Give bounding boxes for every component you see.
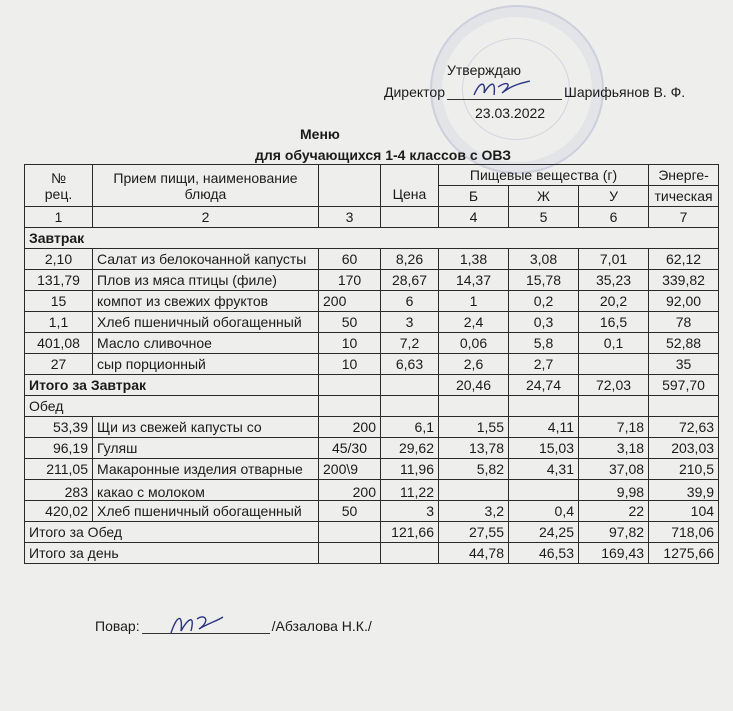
price: 11,22 [381,480,439,501]
empty-cell [381,375,439,396]
empty-cell [319,375,381,396]
recipe-number: 283 [25,480,93,501]
protein: 44,78 [439,543,509,564]
day-total-row [25,543,719,564]
header-cell [319,165,381,207]
carbs: 20,2 [579,291,649,312]
carbs: 22 [579,501,649,522]
price: 29,62 [381,438,439,459]
header-cell: Прием пищи, наименование блюда [93,165,319,207]
table-row [25,270,719,291]
portion: 200 [319,417,381,438]
portion: 60 [319,249,381,270]
empty-cell [381,396,439,417]
portion: 45/30 [319,438,381,459]
portion: 50 [319,312,381,333]
dish-name: Салат из белокочанной капусты [93,249,319,270]
header-cell: Ж [509,186,579,207]
recipe-number: 53,39 [25,417,93,438]
empty-cell [439,396,509,417]
header-cell: тическая [649,186,719,207]
dish-name: Плов из мяса птицы (филе) [93,270,319,291]
price: 121,66 [381,522,439,543]
director-name: Шарифьянов В. Ф. [563,84,686,100]
fat: 5,8 [509,333,579,354]
table-header-row [25,165,719,186]
recipe-number: 96,19 [25,438,93,459]
price: 28,67 [381,270,439,291]
carbs: 169,43 [579,543,649,564]
director-signature-line [447,85,562,100]
carbs: 0,1 [579,333,649,354]
portion: 170 [319,270,381,291]
carbs: 16,5 [579,312,649,333]
header-cell: Цена [381,165,439,207]
fat: 24,25 [509,522,579,543]
energy: 718,06 [649,522,719,543]
header-cell: Энерге- [649,165,719,186]
energy: 78 [649,312,719,333]
energy: 72,63 [649,417,719,438]
lunch-total-row [25,522,719,543]
carbs: 35,23 [579,270,649,291]
dish-name: какао с молоком [93,480,319,501]
total-label: Итого за Завтрак [25,375,319,396]
index-cell: 2 [93,207,319,228]
portion: 10 [319,333,381,354]
dish-name: Щи из свежей капусты со [93,417,319,438]
index-cell: 7 [649,207,719,228]
portion: 200 [319,480,381,501]
energy: 39,9 [649,480,719,501]
section-row-breakfast [25,228,719,249]
dish-name: Масло сливочное [93,333,319,354]
protein: 0,06 [439,333,509,354]
empty-cell [319,522,381,543]
energy: 62,12 [649,249,719,270]
page-title: Меню [300,126,340,142]
price: 3 [381,312,439,333]
recipe-number: 211,05 [25,459,93,480]
table-row [25,480,719,501]
header-cell: Б [439,186,509,207]
total-label: Итого за день [25,543,319,564]
empty-cell [509,396,579,417]
protein: 2,4 [439,312,509,333]
fat: 24,74 [509,375,579,396]
cook-signature-line [142,619,270,634]
approval-date: 23.03.2022 [475,105,546,121]
empty-cell [649,396,719,417]
price: 6,63 [381,354,439,375]
empty-cell [579,396,649,417]
portion: 200\9 [319,459,381,480]
dish-name: Хлеб пшеничный обогащенный [93,312,319,333]
energy: 92,00 [649,291,719,312]
fat: 15,78 [509,270,579,291]
recipe-number: 131,79 [25,270,93,291]
header-cell: У [579,186,649,207]
energy: 210,5 [649,459,719,480]
energy: 339,82 [649,270,719,291]
carbs: 9,98 [579,480,649,501]
header-cell: Пищевые вещества (г) [439,165,649,186]
protein: 1,55 [439,417,509,438]
recipe-number: 1,1 [25,312,93,333]
table-index-row [25,207,719,228]
carbs: 3,18 [579,438,649,459]
fat: 4,11 [509,417,579,438]
dish-name: сыр порционный [93,354,319,375]
header-cell: № рец. [25,165,93,207]
table-row [25,291,719,312]
director-label: Директор [384,84,445,100]
protein: 1,38 [439,249,509,270]
index-cell [381,207,439,228]
energy: 1275,66 [649,543,719,564]
cook-label: Повар: [95,618,140,634]
carbs: 72,03 [579,375,649,396]
index-cell: 4 [439,207,509,228]
empty-cell [319,396,381,417]
table-row [25,249,719,270]
fat: 46,53 [509,543,579,564]
recipe-number: 401,08 [25,333,93,354]
carbs: 97,82 [579,522,649,543]
fat: 0,4 [509,501,579,522]
fat [509,480,579,501]
recipe-number: 420,02 [25,501,93,522]
energy: 597,70 [649,375,719,396]
table-row [25,438,719,459]
fat: 3,08 [509,249,579,270]
recipe-number: 27 [25,354,93,375]
total-label: Итого за Обед [25,522,319,543]
price: 7,2 [381,333,439,354]
cook-name: /Абзалова Н.К./ [271,618,372,634]
price: 3 [381,501,439,522]
carbs: 7,01 [579,249,649,270]
energy: 35 [649,354,719,375]
protein: 20,46 [439,375,509,396]
fat: 2,7 [509,354,579,375]
portion: 200 [319,291,381,312]
section-label: Завтрак [25,228,719,249]
protein: 3,2 [439,501,509,522]
table-row [25,501,719,522]
menu-table [24,164,719,564]
price: 6,1 [381,417,439,438]
protein: 27,55 [439,522,509,543]
director-signature [472,77,532,101]
energy: 104 [649,501,719,522]
table-row [25,354,719,375]
section-row-lunch [25,396,719,417]
carbs: 7,18 [579,417,649,438]
portion: 10 [319,354,381,375]
recipe-number: 15 [25,291,93,312]
breakfast-total-row [25,375,719,396]
recipe-number: 2,10 [25,249,93,270]
energy: 52,88 [649,333,719,354]
cook-signature-row [95,618,372,634]
page-subtitle: для обучающихся 1-4 классов с ОВЗ [255,147,512,163]
index-cell: 5 [509,207,579,228]
index-cell: 6 [579,207,649,228]
index-cell: 1 [25,207,93,228]
dish-name: Хлеб пшеничный обогащенный [93,501,319,522]
fat: 0,2 [509,291,579,312]
index-cell: 3 [319,207,381,228]
dish-name: компот из свежих фруктов [93,291,319,312]
empty-cell [381,543,439,564]
price: 8,26 [381,249,439,270]
protein: 14,37 [439,270,509,291]
director-row [384,84,685,100]
dish-name: Макаронные изделия отварные [93,459,319,480]
carbs [579,354,649,375]
portion: 50 [319,501,381,522]
fat: 15,03 [509,438,579,459]
price: 11,96 [381,459,439,480]
carbs: 37,08 [579,459,649,480]
table-row [25,459,719,480]
approval-label: Утверждаю [447,62,521,78]
protein: 13,78 [439,438,509,459]
fat: 0,3 [509,312,579,333]
fat: 4,31 [509,459,579,480]
price: 6 [381,291,439,312]
table-row [25,333,719,354]
protein [439,480,509,501]
empty-cell [319,543,381,564]
section-label: Обед [25,396,319,417]
cook-signature [167,611,227,637]
protein: 1 [439,291,509,312]
table-row [25,417,719,438]
energy: 203,03 [649,438,719,459]
table-row [25,312,719,333]
protein: 5,82 [439,459,509,480]
dish-name: Гуляш [93,438,319,459]
protein: 2,6 [439,354,509,375]
